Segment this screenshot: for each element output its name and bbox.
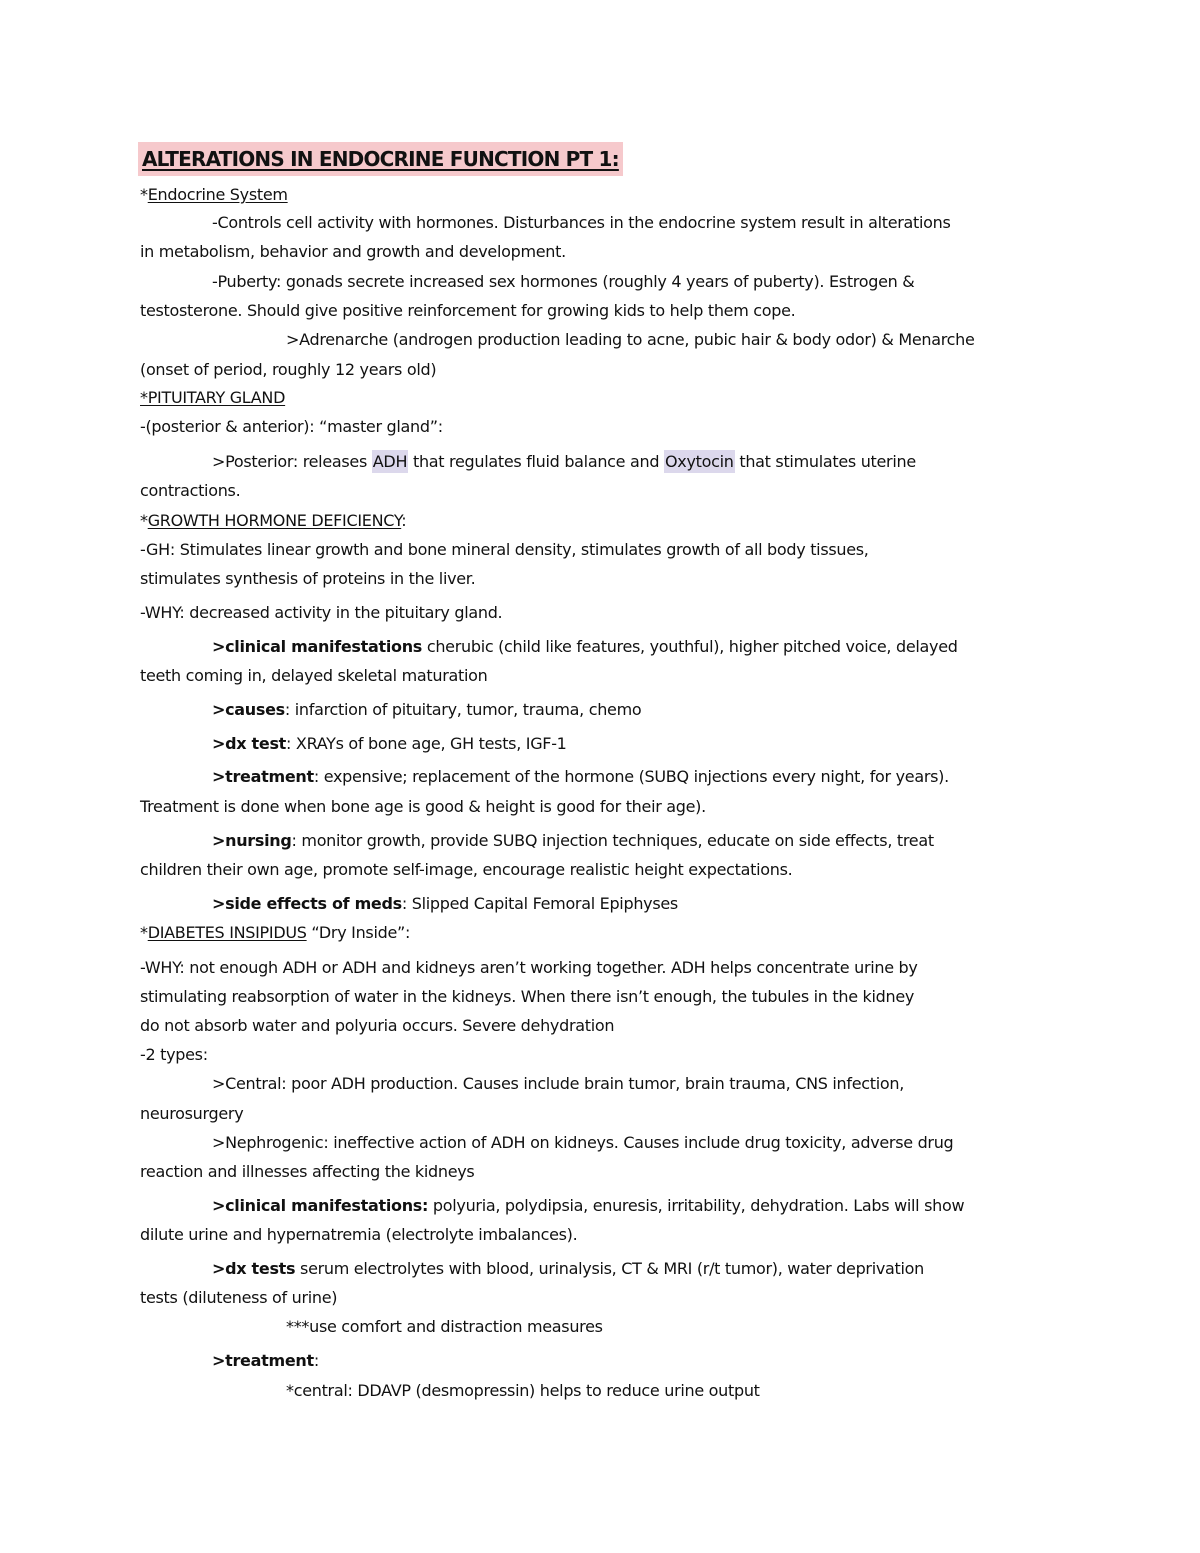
di-why-line-3: do not absorb water and polyuria occurs. Severe dehydration xyxy=(140,1016,615,1035)
di-why-line-1: -WHY: not enough ADH or ADH and kidneys aren’t working together. ADH helps concentrate urine by xyxy=(140,958,918,977)
posterior-text-c: that stimulates uterine xyxy=(734,452,916,471)
gh-side-effects-label: >side effects of meds xyxy=(212,894,402,913)
endocrine-star: * xyxy=(140,185,148,204)
gh-dx-text: : XRAYs of bone age, GH tests, IGF-1 xyxy=(286,734,567,753)
gh-dx-line xyxy=(212,733,567,755)
gh-dx-label: >dx test xyxy=(212,734,287,753)
gh-cm-line-2: teeth coming in, delayed skeletal maturation xyxy=(140,666,488,685)
gh-cm-line xyxy=(212,636,958,658)
pituitary-posterior-line xyxy=(212,451,916,473)
gh-colon: : xyxy=(401,511,407,530)
endocrine-line-3: -Puberty: gonads secrete increased sex hormones (roughly 4 years of puberty). Estrogen & xyxy=(212,272,915,291)
di-nephrogenic-line-1: >Nephrogenic: ineffective action of ADH on kidneys. Causes include drug toxicity, adverse drug xyxy=(212,1133,954,1152)
gh-tx-text: : expensive; replacement of the hormone (SUBQ injections every night, for years). xyxy=(313,767,949,786)
di-heading: DIABETES INSIPIDUS xyxy=(147,923,307,942)
endocrine-heading: Endocrine System xyxy=(147,185,288,204)
gh-causes-line xyxy=(212,699,641,721)
gh-star: * xyxy=(140,511,148,530)
gh-line-1: -GH: Stimulates linear growth and bone mineral density, stimulates growth of all body tissues, xyxy=(140,540,869,559)
endocrine-heading-line xyxy=(140,184,288,206)
di-nephrogenic-line-2: reaction and illnesses affecting the kidneys xyxy=(140,1162,475,1181)
gh-line-3: -WHY: decreased activity in the pituitary gland. xyxy=(140,603,503,622)
di-central-line-1: >Central: poor ADH production. Causes include brain tumor, brain trauma, CNS infection, xyxy=(212,1074,904,1093)
di-dry-inside: “Dry Inside”: xyxy=(306,923,411,942)
pituitary-line-3: contractions. xyxy=(140,481,241,500)
di-heading-line xyxy=(140,922,410,944)
endocrine-line-2: in metabolism, behavior and growth and development. xyxy=(140,242,566,261)
di-cm-line-2: dilute urine and hypernatremia (electrolyte imbalances). xyxy=(140,1225,578,1244)
gh-heading: GROWTH HORMONE DEFICIENCY xyxy=(147,511,402,530)
pituitary-line-1: -(posterior & anterior): “master gland”: xyxy=(140,417,443,436)
di-dx-line-2: tests (diluteness of urine) xyxy=(140,1288,338,1307)
gh-heading-line xyxy=(140,510,406,532)
di-central-tx-line: *central: DDAVP (desmopressin) helps to reduce urine output xyxy=(286,1381,760,1400)
endocrine-line-5: >Adrenarche (androgen production leading to acne, pubic hair & body odor) & Menarche xyxy=(286,330,975,349)
di-why-line-2: stimulating reabsorption of water in the kidneys. When there isn’t enough, the tubules in the kidney xyxy=(140,987,915,1006)
gh-causes-label: >causes xyxy=(212,700,285,719)
page-title: ALTERATIONS IN ENDOCRINE FUNCTION PT 1: xyxy=(142,147,619,171)
pituitary-heading: *PITUITARY GLAND xyxy=(140,388,286,407)
di-types-line: -2 types: xyxy=(140,1045,208,1064)
endocrine-line-4: testosterone. Should give positive reinforcement for growing kids to help them cope. xyxy=(140,301,796,320)
oxytocin-highlight: Oxytocin xyxy=(664,452,734,471)
gh-tx-label: >treatment xyxy=(212,767,314,786)
di-central-line-2: neurosurgery xyxy=(140,1104,244,1123)
gh-causes-text: : infarction of pituitary, tumor, trauma, chemo xyxy=(284,700,642,719)
title-highlight xyxy=(138,142,623,176)
gh-cm-label: >clinical manifestations xyxy=(212,637,423,656)
di-dx-line xyxy=(212,1258,924,1280)
di-cm-text: polyuria, polydipsia, enuresis, irritability, dehydration. Labs will show xyxy=(428,1196,965,1215)
gh-cm-text: cherubic (child like features, youthful), higher pitched voice, delayed xyxy=(422,637,958,656)
di-star: * xyxy=(140,923,148,942)
gh-nursing-label: >nursing xyxy=(212,831,292,850)
endocrine-line-1: -Controls cell activity with hormones. Disturbances in the endocrine system result in alterations xyxy=(212,213,951,232)
adh-highlight: ADH xyxy=(372,452,408,471)
di-tx-colon: : xyxy=(313,1351,319,1370)
gh-nursing-line-2: children their own age, promote self-image, encourage realistic height expectations. xyxy=(140,860,793,879)
endocrine-line-6: (onset of period, roughly 12 years old) xyxy=(140,360,437,379)
gh-side-effects-line xyxy=(212,893,678,915)
gh-nursing-text: : monitor growth, provide SUBQ injection techniques, educate on side effects, treat xyxy=(291,831,934,850)
posterior-text-b: that regulates fluid balance and xyxy=(408,452,664,471)
gh-side-effects-text: : Slipped Capital Femoral Epiphyses xyxy=(401,894,678,913)
gh-nursing-line xyxy=(212,830,934,852)
posterior-text-a: >Posterior: releases xyxy=(212,452,372,471)
di-dx-label: >dx tests xyxy=(212,1259,296,1278)
di-comfort-line: ***use comfort and distraction measures xyxy=(286,1317,603,1336)
di-tx-line xyxy=(212,1350,319,1372)
gh-line-2: stimulates synthesis of proteins in the liver. xyxy=(140,569,476,588)
di-cm-line xyxy=(212,1195,964,1217)
gh-tx-line-2: Treatment is done when bone age is good & height is good for their age). xyxy=(140,797,706,816)
di-cm-label: >clinical manifestations: xyxy=(212,1196,429,1215)
gh-tx-line xyxy=(212,766,949,788)
di-dx-text: serum electrolytes with blood, urinalysis, CT & MRI (r/t tumor), water deprivation xyxy=(295,1259,924,1278)
di-tx-label: >treatment xyxy=(212,1351,314,1370)
